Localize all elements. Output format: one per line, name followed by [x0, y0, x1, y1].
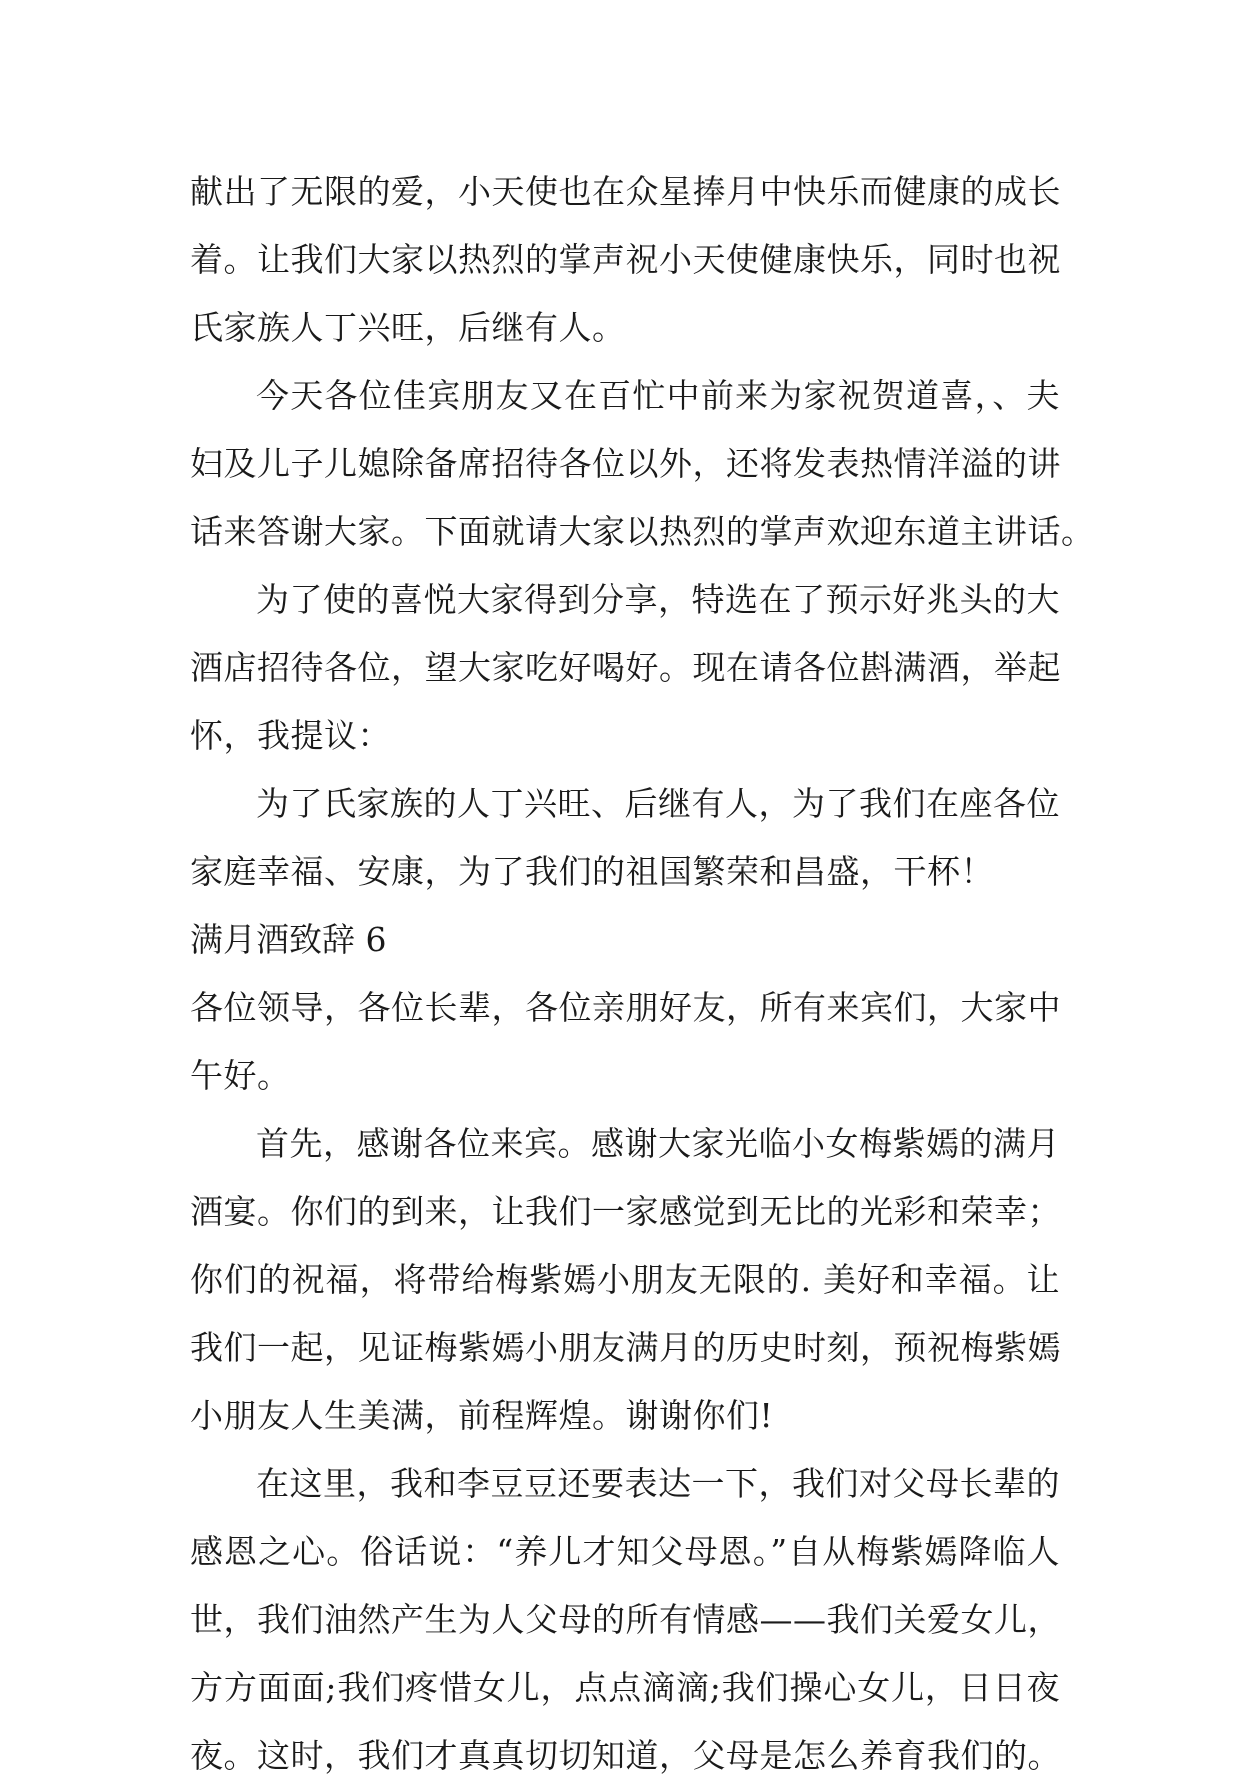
text-line: 着。让我们大家以热烈的掌声祝小天使健康快乐，同时也祝 — [190, 240, 1061, 279]
document-page — [190, 158, 1095, 1790]
text-line: 献出了无限的爱，小天使也在众星捧月中快乐而健康的成长 — [190, 172, 1061, 211]
text-line: 首先，感谢各位来宾。感谢大家光临小女梅紫嫣的满月 — [256, 1124, 1060, 1163]
text-line: 在这里，我和李豆豆还要表达一下，我们对父母长辈的 — [256, 1464, 1060, 1503]
text-line: 各位领导，各位长辈，各位亲朋好友，所有来宾们，大家中 — [190, 988, 1061, 1027]
section-heading: 满月酒致辞 6 — [190, 920, 387, 959]
text-line: 家庭幸福、安康，为了我们的祖国繁荣和昌盛，干杯！ — [190, 852, 994, 891]
text-line: 方方面面;我们疼惜女儿，点点滴滴;我们操心女儿，日日夜 — [190, 1668, 1060, 1707]
text-line: 小朋友人生美满，前程辉煌。谢谢你们! — [190, 1396, 774, 1435]
text-line: 为了氏家族的人丁兴旺、后继有人，为了我们在座各位 — [256, 784, 1060, 823]
text-line: 氏家族人丁兴旺，后继有人。 — [190, 308, 626, 347]
text-line: 话来答谢大家。下面就请大家以热烈的掌声欢迎东道主讲话。 — [190, 512, 1095, 551]
text-line: 我们一起，见证梅紫嫣小朋友满月的历史时刻，预祝梅紫嫣 — [190, 1328, 1061, 1367]
text-line: 为了使的喜悦大家得到分享，特选在了预示好兆头的大 — [256, 580, 1060, 619]
text-line: 感恩之心。俗话说：“养儿才知父母恩。”自从梅紫嫣降临人 — [190, 1532, 1060, 1571]
text-line: 酒宴。你们的到来，让我们一家感觉到无比的光彩和荣幸； — [190, 1192, 1061, 1231]
text-line: 你们的祝福，将带给梅紫嫣小朋友无限的. 美好和幸福。让 — [190, 1260, 1060, 1299]
text-line: 夜。这时，我们才真真切切知道，父母是怎么养育我们的。 — [190, 1736, 1061, 1775]
text-line: 妇及儿子儿媳除备席招待各位以外，还将发表热情洋溢的讲 — [190, 444, 1061, 483]
text-line: 酒店招待各位，望大家吃好喝好。现在请各位斟满酒，举起 — [190, 648, 1061, 687]
text-line: 午好。 — [190, 1056, 291, 1095]
text-line: 怀，我提议： — [190, 716, 391, 755]
text-line: 今天各位佳宾朋友又在百忙中前来为家祝贺道喜，、夫 — [256, 376, 1060, 415]
text-line: 世，我们油然产生为人父母的所有情感——我们关爱女儿， — [190, 1600, 1061, 1639]
